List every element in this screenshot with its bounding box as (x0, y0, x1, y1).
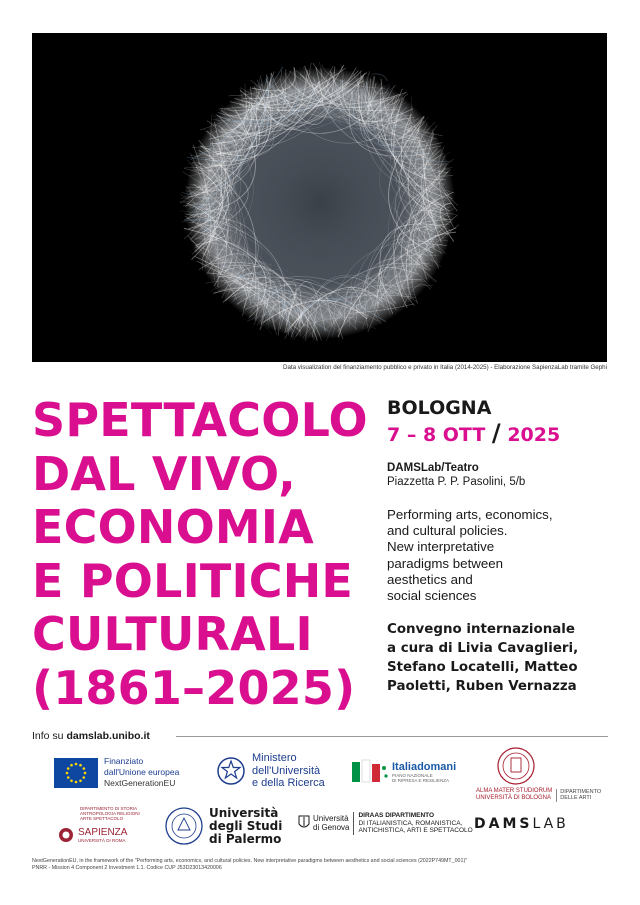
info-prefix: Info su (32, 730, 67, 742)
unibo-dip-line: DELLE ARTI (560, 795, 592, 801)
diraas-line: DI ITALIANISTICA, ROMANISTICA, (358, 819, 463, 827)
damslab-logo (474, 816, 569, 832)
footnote-line: NextGenerationEU, in the framework of the "Performing arts, economics, and cultural policies. New interpretative paradigms between aesthetics and social sciences (2022P749MT_001)" (32, 858, 468, 864)
event-title (32, 394, 368, 715)
damslab-light: LAB (532, 816, 569, 832)
event-city: BOLOGNA (387, 397, 492, 419)
eu-star-icon (79, 779, 82, 782)
palermo-seal-icon (164, 806, 204, 846)
eu-star-icon (75, 780, 78, 783)
palermo-text-line: degli Studi (209, 818, 283, 833)
divider (176, 736, 608, 737)
eu-star-icon (67, 767, 70, 770)
funding-footnote (32, 858, 467, 872)
genova-text-line: di Genova (313, 823, 350, 833)
english-line: Performing arts, economics, (387, 507, 553, 522)
genova-text-line: Università (313, 814, 349, 824)
eu-text-line: NextGenerationEU (104, 778, 176, 788)
info-link[interactable]: damslab.unibo.it (66, 730, 150, 742)
info-line (32, 730, 150, 742)
diraas-line: DIRAAS DIPARTIMENTO (358, 812, 435, 819)
title-line: (1861–2025) (32, 660, 356, 715)
footnote-line: PNRR - Mission 4 Component 2 Investment 1.1. Codice CUP J53D23013420006 (32, 865, 222, 871)
english-title (387, 507, 612, 604)
damslab-bold: DAMS (474, 816, 533, 832)
hero-data-visualization (32, 33, 607, 362)
event-dates (387, 419, 612, 449)
palermo-logo (164, 806, 282, 846)
eu-logo (54, 756, 179, 789)
palermo-text-line: Università (209, 805, 279, 820)
sapienza-name: SAPIENZA (78, 826, 128, 838)
english-line: and cultural policies. (387, 523, 508, 539)
sapienza-logo (58, 806, 140, 843)
curators-line: Convegno internazionale (387, 622, 575, 638)
eu-text-line: dall'Unione europea (104, 767, 180, 777)
date-separator: / (491, 419, 501, 447)
title-line: SPETTACOLO (32, 393, 368, 447)
venue-name: DAMSLab/Teatro (387, 462, 479, 474)
italiadomani-name: Italiadomani (392, 761, 457, 773)
eu-star-icon (67, 776, 70, 779)
eu-text-line: Finanziato (104, 756, 144, 766)
diraas-line: ANTICHISTICA, ARTI E SPETTACOLO (358, 827, 473, 834)
unibo-seal-icon (494, 746, 538, 786)
venue-address: Piazzetta P. P. Pasolini, 5/b (387, 476, 526, 488)
unibo-dip-line: DIPARTIMENTO (560, 788, 602, 795)
eu-star-icon (84, 771, 87, 774)
eu-star-icon (83, 776, 86, 779)
english-line: paradigms between (387, 555, 504, 571)
ministero-text-line: Ministero (252, 752, 297, 764)
genova-logo (298, 812, 473, 835)
eu-star-icon (70, 763, 73, 766)
event-year: 2025 (507, 424, 561, 446)
genova-emblem-icon (298, 815, 310, 831)
sapienza-sub: UNIVERSITÀ DI ROMA (78, 837, 126, 843)
curators (387, 620, 612, 696)
title-line: E POLITICHE (32, 553, 354, 608)
event-details (387, 397, 612, 696)
title-line: DAL VIVO, (32, 446, 296, 501)
italiadomani-sub: DI RIPRESA E RESILIENZA (392, 778, 450, 783)
english-line: social sciences (387, 588, 477, 604)
unibo-text-line: UNIVERSITÀ DI BOLOGNA (476, 795, 552, 801)
eu-star-icon (79, 763, 82, 766)
eu-flag-icon (54, 758, 98, 788)
ministero-text-line: dell'Università (252, 764, 321, 777)
network-sphere-graphic (32, 33, 607, 362)
unibo-logo (476, 746, 601, 802)
ministero-logo (216, 752, 325, 790)
eu-star-icon (83, 767, 86, 770)
title-line: CULTURALI (32, 607, 313, 661)
english-line: New interpretative (387, 539, 495, 555)
italiadomani-icon (350, 758, 390, 786)
date-range: 7 – 8 OTT (387, 424, 486, 446)
italian-emblem-icon (216, 754, 246, 788)
eu-star-icon (75, 762, 78, 765)
italiadomani-logo (350, 758, 456, 786)
sapienza-dept-line: ANTROPOLOGIA RELIGIONI (80, 811, 140, 816)
eu-star-icon (66, 771, 69, 774)
english-line: aesthetics and (387, 571, 473, 587)
venue (387, 461, 612, 489)
ministero-text-line: e della Ricerca (252, 777, 325, 789)
title-line: ECONOMIA (32, 500, 314, 554)
image-caption: Data visualization del finanziamento pubblico e privato in Italia (2014-2025) - Elaborazione SapienzaLab tramite Gephi (282, 364, 607, 371)
unibo-text-line: ALMA MATER STUDIORUM (476, 788, 553, 794)
italiadomani-sub: PIANO NAZIONALE (392, 773, 433, 778)
sapienza-dept-line: DIPARTIMENTO DI STORIA (80, 806, 138, 811)
sapienza-dept-line: ARTE SPETTACOLO (80, 816, 124, 821)
curators-line: Paoletti, Ruben Vernazza (387, 679, 577, 695)
palermo-text-line: di Palermo (209, 831, 282, 846)
curators-line: Stefano Locatelli, Matteo (387, 660, 578, 676)
eu-star-icon (70, 779, 73, 782)
sapienza-emblem-icon (58, 827, 74, 843)
curators-line: a cura di Livia Cavaglieri, (387, 641, 579, 657)
